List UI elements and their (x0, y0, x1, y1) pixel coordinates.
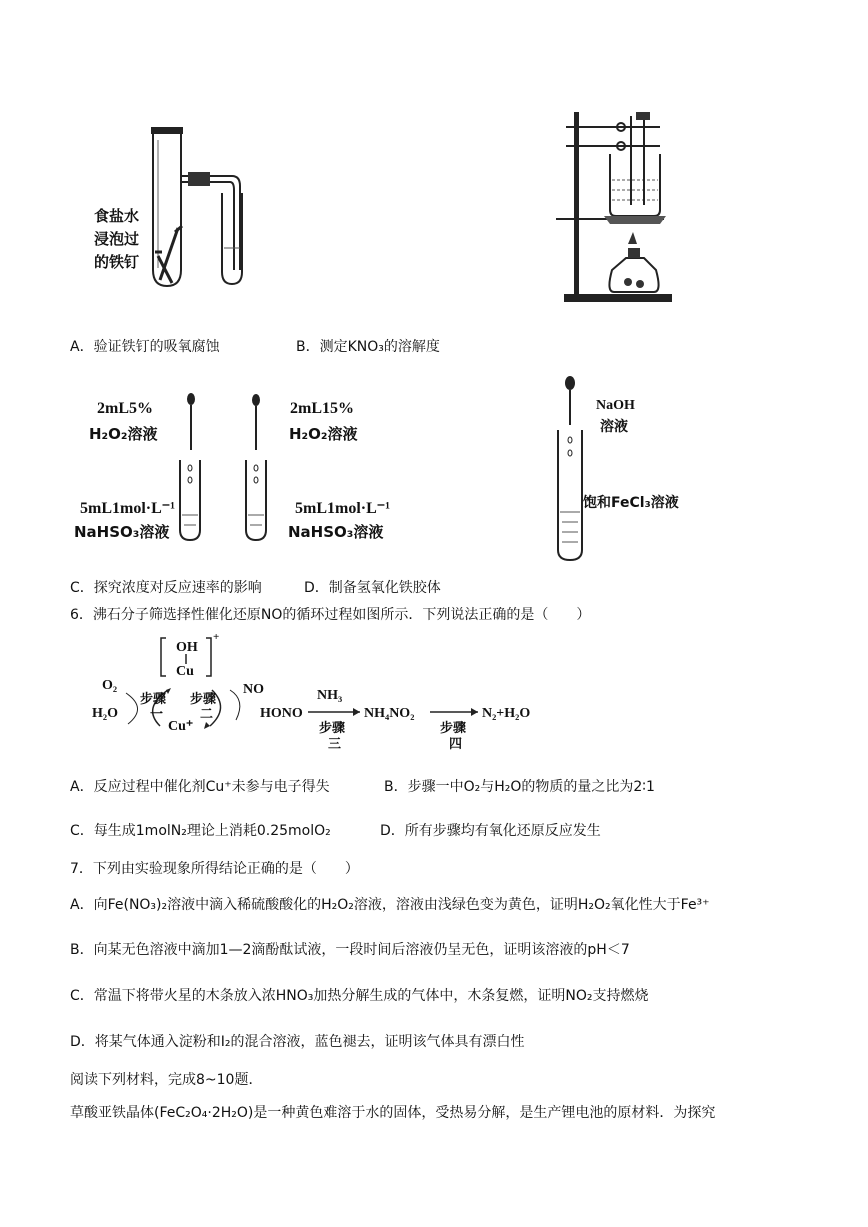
q6-option-c: C．每生成1molN₂理论上消耗0.25molO₂ (70, 823, 331, 839)
q6-o2: O₂ (102, 678, 118, 693)
figure-c-left-top-1: 2mL5% (97, 400, 153, 417)
reading-instruction: 阅读下列材料，完成8~10题． (70, 1072, 263, 1088)
q6-cu-plus: Cu⁺ (168, 719, 194, 734)
figure-c-right-bottom-1: 5mL1mol·L⁻¹ (295, 500, 391, 517)
q6-cu-oh-top: OH (176, 640, 198, 655)
q6-step1-a: 步骤 (140, 692, 167, 707)
q6-h2o: H₂O (92, 706, 118, 721)
q6-no: NO (243, 682, 264, 697)
q6-step1-b: 一 (150, 707, 164, 722)
figure-a-label-3: 的铁钉 (94, 253, 140, 271)
q6-step3-b: 三 (328, 737, 342, 752)
q6-step2-b: 二 (200, 707, 214, 722)
q6-step2-a: 步骤 (190, 692, 217, 707)
q6-step3-a: 步骤 (319, 721, 346, 736)
figure-c-left-bottom-2: NaHSO₃溶液 (74, 523, 170, 541)
q5-option-b: B．测定KNO₃的溶解度 (296, 339, 440, 355)
q6-charge: + (213, 631, 220, 643)
figure-d-bottom: 饱和FeCl₃溶液 (583, 495, 679, 511)
q6-option-d: D．所有步骤均有氧化还原反应发生 (380, 823, 601, 839)
q5-option-c: C．探究浓度对反应速率的影响 (70, 580, 262, 596)
material-text: 草酸亚铁晶体(FeC₂O₄·2H₂O)是一种黄色难溶于水的固体，受热易分解，是生产锂电池的原材料．为探究 (70, 1105, 716, 1121)
q6-stem: 6．沸石分子筛选择性催化还原NO的循环过程如图所示．下列说法正确的是（ ） (70, 607, 591, 623)
q6-nh4no2: NH₄NO₂ (364, 706, 415, 721)
q5-option-a: A．验证铁钉的吸氧腐蚀 (70, 339, 220, 355)
q7-option-c: C．常温下将带火星的木条放入浓HNO₃加热分解生成的气体中，木条复燃，证明NO₂支持燃烧 (70, 988, 649, 1004)
q6-product: N₂+H₂O (482, 706, 531, 721)
q6-step4-a: 步骤 (440, 721, 467, 736)
figure-d-top-1: NaOH (596, 398, 635, 413)
q7-option-b: B．向某无色溶液中滴加1—2滴酚酞试液，一段时间后溶液仍呈无色，证明该溶液的pH＜7 (70, 942, 630, 958)
figure-a-label-2: 浸泡过 (94, 230, 140, 248)
q6-option-a: A．反应过程中催化剂Cu⁺未参与电子得失 (70, 779, 330, 795)
figure-c-right-top-2: H₂O₂溶液 (289, 425, 358, 443)
q7-option-d: D．将某气体通入淀粉和I₂的混合溶液，蓝色褪去，证明该气体具有漂白性 (70, 1034, 525, 1050)
q7-option-a: A．向Fe(NO₃)₂溶液中滴入稀硫酸酸化的H₂O₂溶液，溶液由浅绿色变为黄色，证明H₂O₂氧化性大于Fe³⁺ (70, 897, 710, 913)
figure-c-left-bottom-1: 5mL1mol·L⁻¹ (80, 500, 176, 517)
q7-stem: 7．下列由实验现象所得结论正确的是（ ） (70, 861, 359, 877)
figure-d-top-2: 溶液 (600, 419, 628, 435)
q5-option-d: D．制备氢氧化铁胶体 (304, 580, 441, 596)
figure-c-left-top-2: H₂O₂溶液 (89, 425, 158, 443)
q6-hono: HONO (260, 706, 303, 721)
q6-option-b: B．步骤一中O₂与H₂O的物质的量之比为2∶1 (384, 779, 655, 795)
figure-c-right-bottom-2: NaHSO₃溶液 (288, 523, 384, 541)
figure-c-right-top-1: 2mL15% (290, 400, 354, 417)
figure-a-label-1: 食盐水 (94, 207, 140, 225)
q6-step4-b: 四 (449, 737, 463, 752)
q6-nh3: NH₃ (317, 688, 343, 703)
q6-cu-oh-bottom: Cu (176, 664, 194, 679)
